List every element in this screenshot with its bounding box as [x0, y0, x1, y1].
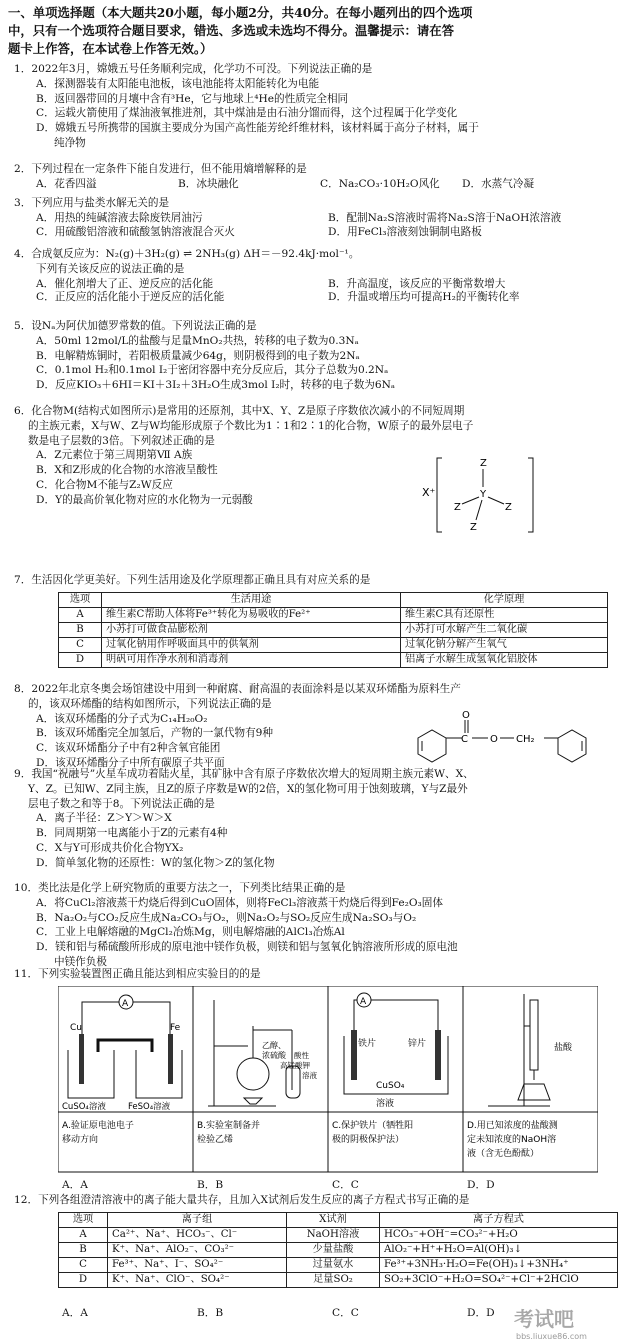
table-row	[59, 623, 608, 638]
question-7	[14, 574, 628, 589]
option-d: D．镁和铝与稀硫酸所形成的原电池中镁作负极，则镁和铝与氢氧化钠溶液所形成的原电池	[36, 941, 458, 954]
option-b: B．同周期第一电离能小于Z的元素有4种	[36, 827, 228, 840]
table-cell: SO₂+3ClO⁻+H₂O=SO₄²⁻+Cl⁻+2HClO	[380, 1273, 618, 1288]
q12-table	[58, 1212, 618, 1288]
carbonyl-oxygen: O	[462, 710, 470, 721]
bond	[488, 497, 504, 504]
table-header: 离子方程式	[380, 1213, 618, 1228]
question-4	[14, 248, 628, 305]
option-d: D．反应KIO₃＋6HI＝KI＋3I₂＋3H₂O生成3mol I₂时，转移的电子数为6Nₐ	[36, 379, 396, 392]
reagent-label: 乙醇、	[262, 1041, 286, 1050]
question-stem-continued: 的主族元素，X与W、Z与W均能形成原子个数比为1∶1和2∶1的化合物，W原子的最外层电子	[28, 419, 474, 432]
bicyclic-ester-structure	[408, 706, 614, 768]
table-cell: 过氧化钠分解产生氧气	[401, 638, 608, 653]
table-cell: 小苏打可水解产生二氧化碳	[401, 623, 608, 638]
option-a: A．A	[62, 1179, 88, 1191]
table-header: 选项	[59, 1213, 108, 1228]
caption-d: 定未知浓度的NaOH溶	[467, 1135, 557, 1145]
table-cell: 明矾可用作净水剂和消毒剂	[102, 653, 401, 668]
iron-plate	[351, 1030, 357, 1080]
option-a: A．离子半径：Z＞Y＞W＞X	[36, 812, 172, 825]
table-cell: HCO₃⁻+OH⁻=CO₃²⁻+H₂O	[380, 1228, 618, 1243]
bond	[462, 497, 479, 504]
option-a: A．该双环烯酯的分子式为C₁₄H₂₀O₂	[36, 712, 208, 725]
option-a: A．催化剂增大了正、逆反应的活化能	[36, 277, 214, 290]
table-row	[59, 1273, 618, 1288]
section-heading	[8, 4, 628, 58]
table-header: X试剂	[287, 1213, 380, 1228]
section-heading-line: 题卡上作答，在本试卷上作答无效。）	[8, 40, 213, 56]
table-row	[59, 1258, 618, 1273]
question-9	[14, 768, 628, 871]
question-1	[14, 63, 628, 152]
table-header-row	[59, 593, 608, 608]
question-stem-continued: 下列有关该反应的说法正确的是	[36, 262, 185, 275]
watermark-url: bbs.liuxue86.com	[516, 1332, 587, 1341]
option-c: C．工业上电解熔融的MgCl₂冶炼Mg，则电解熔融的AlCl₃冶炼Al	[36, 926, 345, 939]
option-c: C．该双环烯酯分子中有2种含氧官能团	[36, 742, 221, 755]
q7-table	[58, 592, 608, 668]
caption-d: 液（含无色酚酞）	[467, 1149, 540, 1159]
apparatus-c	[344, 993, 448, 1109]
table-cell: B	[59, 623, 102, 638]
table-cell: D	[59, 653, 102, 668]
option-a: A．用热的纯碱溶液去除废铁屑油污	[36, 211, 203, 224]
table-cell: A	[59, 1228, 108, 1243]
atom-z: Z	[470, 522, 477, 533]
option-a: A．将CuCl₂溶液蒸干灼烧后得到CuO固体，则将FeCl₃溶液蒸干灼烧后得到Fe₂O₃固体	[36, 896, 443, 909]
option-d-continued: 中镁作负极	[54, 955, 107, 968]
option-b: B．B	[197, 1307, 224, 1319]
option-a: A．50ml 12mol/L的盐酸与足量MnO₂共热，转移的电子数为0.3Nₐ	[36, 334, 359, 347]
ammeter-label: A	[122, 999, 129, 1009]
question-stem: 8．2022年北京冬奥会场馆建设中用到一种耐腐、耐高温的表面涂料是以某双环烯酯为原料生产	[14, 683, 461, 695]
option-b: B．该双环烯酯完全加氢后，产物的一氯代物有9种	[36, 727, 273, 740]
cu-label: Cu	[70, 1023, 82, 1033]
table-cell: 少量盐酸	[287, 1243, 380, 1258]
option-d: D．升温或增压均可提高H₂的平衡转化率	[328, 291, 520, 304]
caption-c: 极的阴极保护法）	[332, 1135, 405, 1145]
reagent-label: 酸性	[294, 1051, 309, 1060]
table-cell: 小苏打可做食品膨松剂	[102, 623, 401, 638]
conical-flask	[518, 1084, 550, 1100]
ester-oxygen: O	[490, 734, 498, 745]
test-tube	[286, 1066, 300, 1098]
table-cell: 过量氨水	[287, 1258, 380, 1273]
fe-label: Fe	[170, 1023, 181, 1033]
option-b: B．返回器带回的月壤中含有³He，它与地球上⁴He的性质完全相同	[36, 92, 349, 105]
apparatus-b	[208, 1000, 317, 1106]
bond	[476, 500, 482, 520]
q11-options	[62, 1179, 495, 1193]
cation-label: X⁺	[422, 486, 436, 499]
question-stem-continued: Y、Z。已知W、Z同主族，且Z的原子序数是W的2倍，X的氢化物可用于蚀刻玻璃，Y与Z最外	[28, 782, 468, 795]
table-cell: C	[59, 638, 102, 653]
question-stem: 7．生活因化学更美好。下列生活用途及化学原理都正确且具有对应关系的是	[14, 574, 371, 586]
atom-z: Z	[505, 502, 512, 513]
table-cell: K⁺、Na⁺、ClO⁻、SO₄²⁻	[108, 1273, 287, 1288]
question-11	[14, 968, 628, 983]
structure-formula-m	[420, 448, 540, 538]
question-12	[14, 1194, 628, 1209]
option-c: C．C	[332, 1179, 359, 1191]
question-stem-continued: 层电子数之和等于8。下列说法正确的是	[28, 797, 215, 810]
atom-z: Z	[454, 502, 461, 513]
apparatus-a	[62, 995, 182, 1112]
table-header: 化学原理	[401, 593, 608, 608]
table-cell: A	[59, 608, 102, 623]
table-cell: B	[59, 1243, 108, 1258]
apparatus-d	[488, 994, 573, 1106]
section-heading-line: 中，只有一个选项符合题目要求，错选、多选或未选均不得分。温馨提示：请在答	[8, 22, 455, 38]
right-beaker	[136, 1050, 182, 1098]
table-cell: NaOH溶液	[287, 1228, 380, 1243]
zinc-plate	[435, 1030, 441, 1080]
option-c: C．用硫酸铝溶液和硫酸氢钠溶液混合灭火	[36, 225, 235, 238]
iron-label: 铁片	[358, 1039, 377, 1049]
option-a: A．花香四溢	[36, 177, 97, 190]
option-c: C．运载火箭使用了煤油液氧推进剂，其中煤油是由石油分馏而得，这个过程属于化学变化	[36, 107, 458, 120]
option-d: D．水蒸气冷凝	[462, 177, 535, 190]
option-d: D．D	[467, 1179, 495, 1191]
table-row	[59, 608, 608, 623]
reagent-label: 高锰酸钾	[280, 1061, 310, 1070]
section-heading-line: 一、单项选择题（本大题共20小题，每小题2分，共40分。在每小题列出的四个选项	[8, 5, 473, 20]
zinc-label: 锌片	[408, 1039, 427, 1049]
caption-b: 检验乙烯	[197, 1135, 234, 1145]
ammeter-label: A	[360, 997, 367, 1007]
watermark-main: 考试吧	[514, 1307, 574, 1331]
left-bracket	[437, 458, 442, 532]
atom-z: Z	[480, 458, 487, 469]
reagent-label: 浓硫酸	[262, 1051, 286, 1060]
acid-label: 盐酸	[554, 1043, 573, 1053]
table-row	[59, 1243, 618, 1258]
table-header: 生活用途	[102, 593, 401, 608]
question-stem: 1．2022年3月，嫦娥五号任务顺利完成，化学功不可没。下列说法正确的是	[14, 63, 373, 75]
caption-d: D.用已知浓度的盐酸测	[467, 1121, 558, 1131]
table-row	[59, 1228, 618, 1243]
option-c: C．正反应的活化能小于逆反应的活化能	[36, 291, 225, 304]
question-stem: 4．合成氨反应为：N₂(g)＋3H₂(g) ⇌ 2NH₃(g) ΔH＝－92.4kJ·mol⁻¹。	[14, 248, 360, 260]
option-a: A．Z元素位于第三周期第Ⅶ A族	[36, 449, 193, 462]
table-cell: 维生素C帮助人体将Fe³⁺转化为易吸收的Fe²⁺	[102, 608, 401, 623]
table-header-row	[59, 1213, 618, 1228]
option-a: A．A	[62, 1307, 88, 1319]
caption-b: B.实验室制备并	[197, 1121, 261, 1131]
question-stem: 6．化合物M(结构式如图所示)是常用的还原剂，其中X、Y、Z是原子序数依次减小的不同短周期	[14, 405, 465, 417]
option-b: B．X和Z形成的化合物的水溶液呈酸性	[36, 464, 218, 477]
table-cell: C	[59, 1258, 108, 1273]
caption-a: 移动方向	[62, 1135, 99, 1145]
option-d: D．嫦娥五号所携带的国旗主要成分为国产高性能芳纶纤维材料，该材料属于高分子材料，属于	[36, 122, 479, 135]
flask	[237, 1058, 269, 1090]
table-header: 离子组	[108, 1213, 287, 1228]
option-c: C．化合物M不能与Z₂W反应	[36, 478, 173, 491]
table-cell: 铝离子水解生成氢氧化铝胶体	[401, 653, 608, 668]
option-d: D．用FeCl₃溶液刻蚀铜制电路板	[328, 225, 482, 238]
option-b: B．B	[197, 1179, 224, 1191]
table-header: 选项	[59, 593, 102, 608]
question-stem-continued: 的，该双环烯酯的结构如图所示，下列说法正确的是	[28, 697, 272, 710]
table-cell: 足量SO₂	[287, 1273, 380, 1288]
question-stem: 11．下列实验装置图正确且能达到相应实验目的的是	[14, 968, 261, 980]
table-row	[59, 638, 608, 653]
q11-apparatus-figure	[58, 986, 598, 1176]
question-2	[14, 163, 628, 192]
option-d: D．该双环烯酯分子中所有碳原子共平面	[36, 756, 225, 769]
option-c: C．X与Y可形成共价化合物YX₂	[36, 841, 184, 854]
caption-a: A.验证原电池电子	[62, 1121, 134, 1131]
question-stem: 5．设Nₐ为阿伏加德罗常数的值。下列说法正确的是	[14, 320, 257, 332]
question-stem-continued: 数是电子层数的3倍。下列叙述正确的是	[28, 434, 215, 447]
option-b: B．Na₂O₂与CO₂反应生成Na₂CO₃与O₂，则Na₂O₂与SO₂反应生成Na₂SO₃与O₂	[36, 911, 417, 924]
left-beaker	[68, 1050, 114, 1098]
table-cell: Fe³⁺+3NH₃·H₂O=Fe(OH)₃↓+3NH₄⁺	[380, 1258, 618, 1273]
carbonyl-carbon: C	[461, 734, 468, 745]
question-stem: 12．下列各组澄清溶液中的离子能大量共存，且加入X试剂后发生反应的离子方程式书写正确的是	[14, 1194, 470, 1206]
option-c: C．C	[332, 1307, 359, 1319]
caption-c: C.保护铁片（牺牲阳	[332, 1121, 414, 1131]
salt-bridge	[98, 1040, 152, 1052]
table-cell: 维生素C具有还原性	[401, 608, 608, 623]
option-d: D．Y的最高价氧化物对应的水化物为一元弱酸	[36, 493, 253, 506]
table-cell: Ca²⁺、Na⁺、HCO₃⁻、Cl⁻	[108, 1228, 287, 1243]
table-cell: 过氧化钠用作呼吸面具中的供氧剂	[102, 638, 401, 653]
burette	[530, 1000, 538, 1070]
option-b: B．配制Na₂S溶液时需将Na₂S溶于NaOH浓溶液	[328, 211, 562, 224]
option-b: B．升高温度，该反应的平衡常数增大	[328, 277, 506, 290]
option-d: D．简单氢化物的还原性：W的氢化物＞Z的氢化物	[36, 856, 275, 869]
solution-label: CuSO₄	[376, 1081, 405, 1091]
table-cell: Fe³⁺、Na⁺、I⁻、SO₄²⁻	[108, 1258, 287, 1273]
table-cell: AlO₂⁻+H⁺+H₂O=Al(OH)₃↓	[380, 1243, 618, 1258]
option-d-continued: 纯净物	[54, 136, 86, 149]
table-cell: D	[59, 1273, 108, 1288]
question-10	[14, 882, 628, 971]
question-stem: 3．下列应用与盐类水解无关的是	[14, 197, 170, 209]
table-cell: K⁺、Na⁺、AlO₂⁻、CO₃²⁻	[108, 1243, 287, 1258]
cuso4-label: CuSO₄溶液	[62, 1102, 106, 1112]
question-5	[14, 320, 628, 394]
fe-electrode	[168, 1034, 173, 1084]
methylene: CH₂	[516, 734, 535, 745]
option-c: C．Na₂CO₃·10H₂O风化	[320, 177, 440, 190]
right-bracket	[528, 458, 533, 532]
option-b: B．冰块融化	[178, 177, 239, 190]
solution-label: 溶液	[376, 1099, 395, 1109]
question-stem: 2．下列过程在一定条件下能自发进行，但不能用熵增解释的是	[14, 163, 307, 175]
question-stem: 9．我国“祝融号”火星车成功着陆火星，其矿脉中含有原子序数依次增大的短周期主族元素W、X、	[14, 768, 474, 780]
option-b: B．电解精炼铜时，若阳极质量减少64g，则阴极得到的电子数为2Nₐ	[36, 349, 360, 362]
reagent-label: 溶液	[302, 1071, 317, 1080]
option-d: D．D	[467, 1307, 495, 1319]
table-row	[59, 653, 608, 668]
option-c: C．0.1mol H₂和0.1mol I₂于密闭容器中充分反应后，其分子总数为0.2Nₐ	[36, 364, 389, 377]
watermark-logo	[510, 1302, 628, 1342]
question-3	[14, 197, 628, 239]
atom-y: Y	[480, 489, 487, 500]
feso4-label: FeSO₄溶液	[128, 1102, 171, 1112]
option-a: A．探测器装有太阳能电池板，该电池能将太阳能转化为电能	[36, 77, 320, 90]
burner	[244, 1098, 262, 1104]
q12-options	[62, 1307, 495, 1321]
question-stem: 10．类比法是化学上研究物质的重要方法之一，下列类比结果正确的是	[14, 882, 346, 894]
cu-electrode	[79, 1034, 84, 1084]
